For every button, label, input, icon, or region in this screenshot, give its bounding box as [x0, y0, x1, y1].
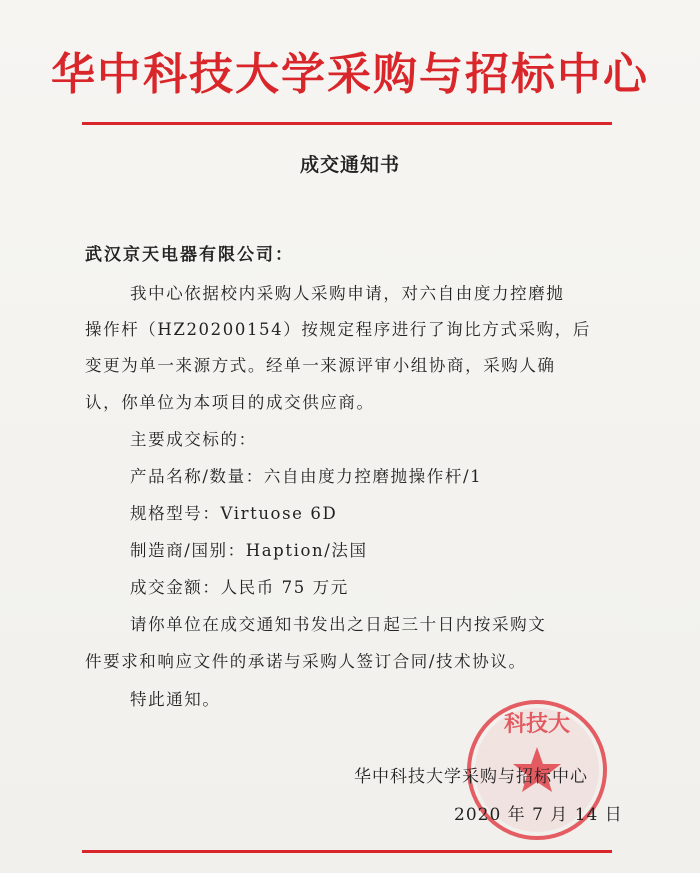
paragraph-line-2: 操作杆（HZ20200154）按规定程序进行了询比方式采购，后: [85, 320, 591, 339]
paragraph-line-3: 变更为单一来源方式。经单一来源评审小组协商，采购人确: [85, 356, 556, 375]
instruction-line-1: 请你单位在成交通知书发出之日起三十日内按采购文: [130, 615, 547, 634]
header-rule: [82, 122, 612, 125]
item-model: 规格型号：Virtuose 6D: [130, 504, 338, 523]
document-title: 成交通知书: [299, 154, 400, 176]
paragraph-line-1: 我中心依据校内采购人采购申请，对六自由度力控磨抛: [130, 284, 565, 303]
instruction-line-2: 件要求和响应文件的承诺与采购人签订合同/技术协议。: [85, 652, 527, 671]
paragraph-line-4: 认，你单位为本项目的成交供应商。: [85, 393, 375, 412]
closing-line: 特此通知。: [130, 690, 221, 709]
org-header: 华中科技大学采购与招标中心: [51, 49, 649, 100]
signature-org: 华中科技大学采购与招标中心: [354, 767, 588, 787]
items-heading: 主要成交标的：: [130, 430, 257, 449]
item-manufacturer: 制造商/国别：Haption/法国: [130, 541, 368, 560]
recipient-line: 武汉京天电器有限公司：: [85, 245, 294, 265]
item-amount: 成交金额：人民币 75 万元: [130, 578, 349, 597]
signature-date: 2020 年 7 月 14 日: [454, 805, 623, 825]
item-product: 产品名称/数量：六自由度力控磨抛操作杆/1: [130, 467, 483, 486]
seal-text: 科技大: [503, 712, 571, 737]
footer-rule: [82, 850, 612, 853]
